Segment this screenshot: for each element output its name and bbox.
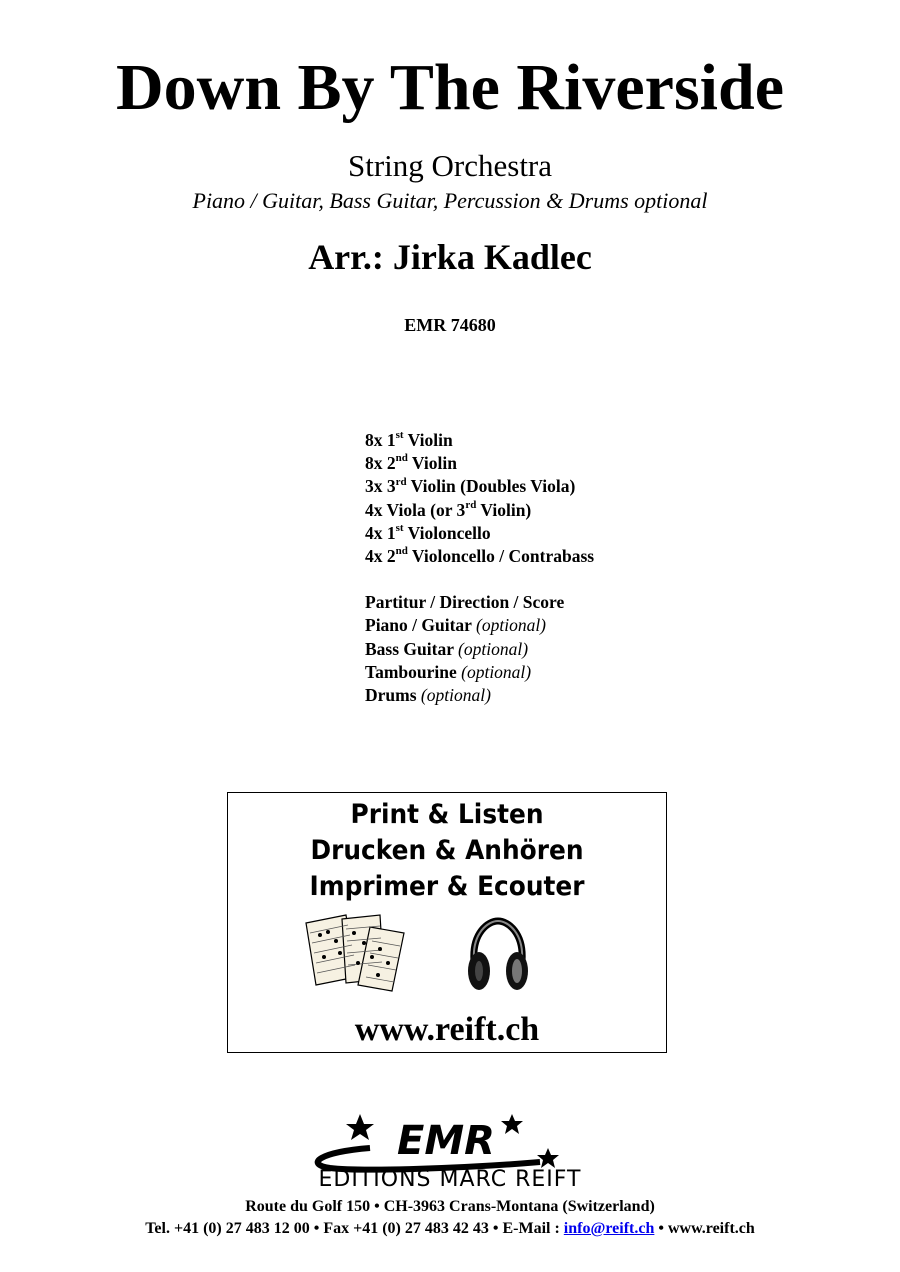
part-line: 4x 1st Violoncello	[365, 521, 491, 543]
sheet-music-icon	[300, 913, 412, 993]
part-line: 4x Viola (or 3rd Violin)	[365, 498, 532, 520]
part-line: 4x 2nd Violoncello / Contrabass	[365, 545, 595, 567]
instrument-note: Piano / Guitar, Bass Guitar, Percussion & Drums optional	[192, 188, 708, 213]
part-line: 8x 1st Violin	[365, 429, 453, 450]
extra-line: Tambourine (optional)	[365, 661, 532, 682]
page-title: Down By The Riverside	[116, 51, 784, 124]
print-listen-box[interactable]	[227, 792, 667, 1053]
promo-line-de: Drucken & Anhören	[310, 835, 584, 866]
spacer	[365, 568, 594, 591]
parts-list	[365, 429, 594, 707]
promo-url[interactable]: www.reift.ch	[354, 1011, 540, 1048]
extra-line: Partitur / Direction / Score	[365, 592, 565, 613]
promo-line-en: Print & Listen	[350, 799, 544, 830]
promo-line-fr: Imprimer & Ecouter	[309, 871, 585, 902]
svg-text:EMR: EMR	[397, 1118, 495, 1164]
part-line: 8x 2nd Violin	[365, 452, 457, 474]
publisher-contact: Tel. +41 (0) 27 483 12 00 • Fax +41 (0) 27 483 42 43 • E-Mail : info@reift.ch • www.reift.ch	[145, 1220, 755, 1237]
publisher-name: EDITIONS MARC REIFT	[318, 1167, 582, 1192]
extra-line: Bass Guitar (optional)	[365, 638, 529, 659]
arranger: Arr.: Jirka Kadlec	[308, 237, 592, 277]
email-link[interactable]: info@reift.ch	[563, 1220, 655, 1237]
subtitle: String Orchestra	[347, 148, 553, 183]
publisher-address: Route du Golf 150 • CH-3963 Crans-Montana (Switzerland)	[245, 1198, 655, 1215]
extra-line: Drums (optional)	[365, 685, 491, 706]
extra-line: Piano / Guitar (optional)	[365, 615, 547, 636]
headphones-icon	[464, 915, 532, 997]
part-line: 3x 3rd Violin (Doubles Viola)	[365, 475, 576, 497]
catalog-number: EMR 74680	[404, 315, 496, 335]
